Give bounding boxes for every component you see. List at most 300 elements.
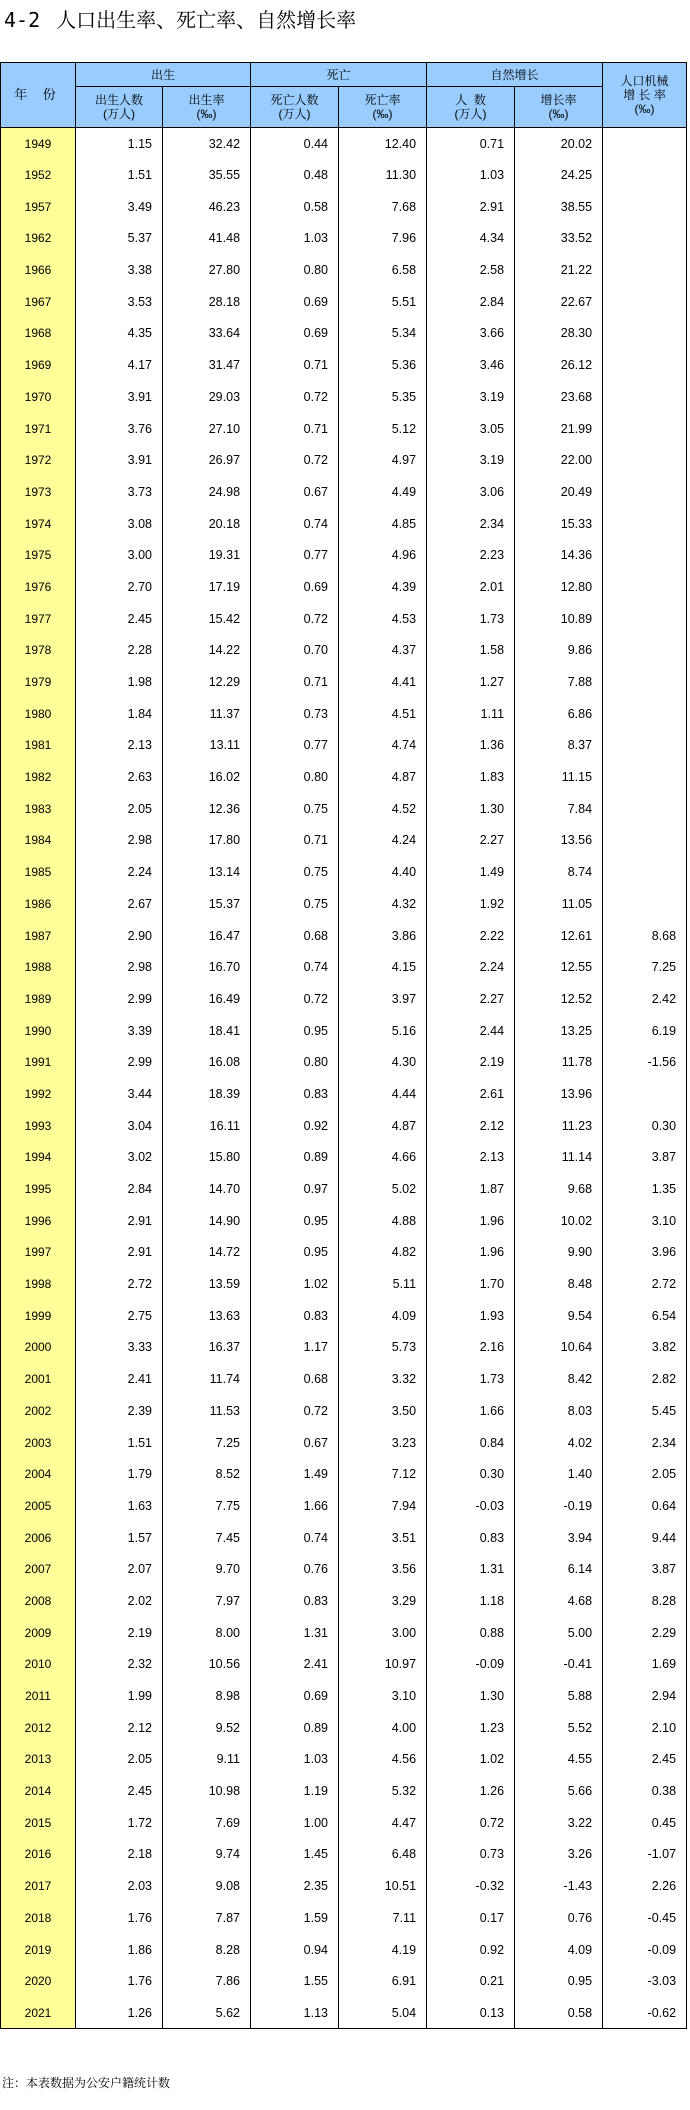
cell-natural-rate: 11.15 [515,761,603,793]
table-row [1,128,687,160]
cell-death-rate: 4.09 [339,1300,427,1332]
cell-migration-rate [603,444,687,476]
cell-births: 3.38 [76,254,163,286]
table-row [1,1427,687,1459]
population-table [0,62,687,2029]
cell-year: 2017 [1,1870,76,1902]
table-row [1,1744,687,1776]
table-row [1,318,687,350]
cell-birth-rate: 26.97 [163,444,251,476]
header-natural-rate [515,87,603,128]
cell-birth-rate: 13.14 [163,856,251,888]
cell-year: 1974 [1,508,76,540]
cell-birth-rate: 8.98 [163,1680,251,1712]
cell-births: 2.91 [76,1205,163,1237]
cell-death-rate: 7.11 [339,1902,427,1934]
cell-deaths: 0.48 [251,159,339,191]
cell-natural-rate: 4.09 [515,1934,603,1966]
cell-births: 2.12 [76,1712,163,1744]
cell-year: 2007 [1,1553,76,1585]
cell-natural-rate: 8.03 [515,1395,603,1427]
cell-natural-rate: 12.52 [515,983,603,1015]
cell-birth-rate: 10.98 [163,1775,251,1807]
cell-birth-rate: 16.08 [163,1046,251,1078]
header-natural-label: 人 数 [455,93,486,107]
cell-death-rate: 4.32 [339,888,427,920]
cell-year: 2012 [1,1712,76,1744]
cell-death-rate: 3.56 [339,1553,427,1585]
cell-natural-rate: 10.89 [515,603,603,635]
cell-migration-rate: -0.45 [603,1902,687,1934]
cell-migration-rate: 2.10 [603,1712,687,1744]
header-migration-line1: 人口机械 [620,74,669,88]
cell-natural: 0.30 [427,1458,515,1490]
cell-births: 2.91 [76,1237,163,1269]
cell-birth-rate: 8.28 [163,1934,251,1966]
cell-deaths: 0.58 [251,191,339,223]
cell-migration-rate: 6.19 [603,1015,687,1047]
cell-natural: -0.09 [427,1649,515,1681]
table-row [1,698,687,730]
cell-year: 1976 [1,571,76,603]
cell-death-rate: 5.51 [339,286,427,318]
cell-birth-rate: 7.75 [163,1490,251,1522]
cell-births: 1.76 [76,1965,163,1997]
cell-year: 2000 [1,1332,76,1364]
cell-death-rate: 12.40 [339,128,427,160]
cell-births: 2.39 [76,1395,163,1427]
table-row [1,1395,687,1427]
table-row [1,635,687,667]
cell-death-rate: 10.51 [339,1870,427,1902]
cell-natural-rate: 8.74 [515,856,603,888]
cell-deaths: 0.95 [251,1237,339,1269]
cell-migration-rate [603,1078,687,1110]
cell-birth-rate: 24.98 [163,476,251,508]
cell-births: 2.90 [76,920,163,952]
cell-natural: 0.71 [427,128,515,160]
cell-death-rate: 5.36 [339,349,427,381]
cell-birth-rate: 31.47 [163,349,251,381]
cell-natural-rate: 9.90 [515,1237,603,1269]
cell-year: 1957 [1,191,76,223]
cell-births: 2.84 [76,1173,163,1205]
header-natural-unit: (万人) [454,107,487,121]
cell-births: 3.91 [76,444,163,476]
cell-natural-rate: 20.02 [515,128,603,160]
cell-year: 1970 [1,381,76,413]
cell-death-rate: 4.56 [339,1744,427,1776]
cell-natural-rate: 11.05 [515,888,603,920]
cell-deaths: 0.95 [251,1015,339,1047]
cell-births: 1.26 [76,1997,163,2029]
cell-death-rate: 4.37 [339,635,427,667]
cell-deaths: 0.80 [251,1046,339,1078]
cell-deaths: 0.69 [251,286,339,318]
cell-births: 3.39 [76,1015,163,1047]
cell-deaths: 1.03 [251,223,339,255]
table-row [1,1934,687,1966]
cell-migration-rate: -0.62 [603,1997,687,2029]
cell-natural: 3.19 [427,444,515,476]
cell-death-rate: 5.73 [339,1332,427,1364]
cell-migration-rate: 8.28 [603,1585,687,1617]
cell-birth-rate: 5.62 [163,1997,251,2029]
header-births-label: 出生人数 [94,93,143,107]
cell-year: 1968 [1,318,76,350]
cell-natural-rate: 21.22 [515,254,603,286]
table-row [1,223,687,255]
cell-deaths: 0.72 [251,603,339,635]
cell-natural-rate: -1.43 [515,1870,603,1902]
cell-deaths: 0.68 [251,1363,339,1395]
cell-natural-rate: 8.42 [515,1363,603,1395]
cell-births: 3.02 [76,1142,163,1174]
cell-migration-rate: 3.87 [603,1142,687,1174]
cell-year: 1967 [1,286,76,318]
cell-birth-rate: 18.39 [163,1078,251,1110]
cell-natural: 0.84 [427,1427,515,1459]
cell-death-rate: 3.51 [339,1522,427,1554]
cell-natural-rate: 11.14 [515,1142,603,1174]
cell-death-rate: 5.32 [339,1775,427,1807]
cell-births: 2.02 [76,1585,163,1617]
cell-migration-rate: 2.05 [603,1458,687,1490]
cell-natural: 2.22 [427,920,515,952]
cell-deaths: 0.69 [251,571,339,603]
cell-natural-rate: 0.76 [515,1902,603,1934]
cell-natural-rate: 7.84 [515,793,603,825]
cell-year: 1980 [1,698,76,730]
cell-births: 2.28 [76,635,163,667]
page-title [4,6,356,34]
cell-year: 2015 [1,1807,76,1839]
cell-natural: -0.32 [427,1870,515,1902]
cell-deaths: 2.35 [251,1870,339,1902]
cell-deaths: 0.74 [251,508,339,540]
cell-natural: 1.30 [427,1680,515,1712]
cell-natural: 0.17 [427,1902,515,1934]
table-row [1,1617,687,1649]
header-deaths-label: 死亡人数 [270,93,319,107]
table-row [1,381,687,413]
cell-death-rate: 5.16 [339,1015,427,1047]
table-row [1,254,687,286]
table-row [1,730,687,762]
cell-deaths: 0.71 [251,666,339,698]
table-row [1,1363,687,1395]
cell-year: 2011 [1,1680,76,1712]
cell-migration-rate: 2.34 [603,1427,687,1459]
cell-year: 1988 [1,951,76,983]
cell-birth-rate: 35.55 [163,159,251,191]
cell-death-rate: 6.58 [339,254,427,286]
cell-death-rate: 7.94 [339,1490,427,1522]
cell-natural-rate: 3.94 [515,1522,603,1554]
cell-migration-rate: 3.10 [603,1205,687,1237]
cell-death-rate: 4.87 [339,761,427,793]
cell-migration-rate [603,635,687,667]
cell-natural: 2.61 [427,1078,515,1110]
cell-death-rate: 4.53 [339,603,427,635]
cell-migration-rate: 1.35 [603,1173,687,1205]
cell-birth-rate: 13.63 [163,1300,251,1332]
cell-birth-rate: 7.25 [163,1427,251,1459]
cell-births: 5.37 [76,223,163,255]
cell-natural-rate: 9.86 [515,635,603,667]
cell-natural-rate: 3.26 [515,1839,603,1871]
cell-year: 2004 [1,1458,76,1490]
cell-natural: 0.83 [427,1522,515,1554]
cell-deaths: 0.71 [251,413,339,445]
header-group-natural: 自然增长 [427,63,603,87]
cell-birth-rate: 15.80 [163,1142,251,1174]
cell-year: 1989 [1,983,76,1015]
cell-migration-rate [603,888,687,920]
cell-death-rate: 4.49 [339,476,427,508]
cell-birth-rate: 14.72 [163,1237,251,1269]
cell-births: 2.67 [76,888,163,920]
table-row [1,508,687,540]
table-row [1,603,687,635]
cell-natural-rate: 6.86 [515,698,603,730]
cell-natural-rate: -0.41 [515,1649,603,1681]
cell-births: 1.76 [76,1902,163,1934]
cell-birth-rate: 27.80 [163,254,251,286]
cell-birth-rate: 11.53 [163,1395,251,1427]
cell-death-rate: 6.91 [339,1965,427,1997]
cell-year: 1969 [1,349,76,381]
cell-births: 1.79 [76,1458,163,1490]
cell-natural: 2.01 [427,571,515,603]
cell-death-rate: 7.68 [339,191,427,223]
cell-natural: 1.31 [427,1553,515,1585]
cell-births: 3.53 [76,286,163,318]
cell-natural-rate: 5.00 [515,1617,603,1649]
cell-birth-rate: 20.18 [163,508,251,540]
cell-year: 2001 [1,1363,76,1395]
cell-natural: 1.93 [427,1300,515,1332]
cell-death-rate: 3.86 [339,920,427,952]
cell-year: 1985 [1,856,76,888]
cell-natural-rate: 28.30 [515,318,603,350]
cell-natural: 1.70 [427,1268,515,1300]
cell-natural: 1.96 [427,1205,515,1237]
cell-natural: 1.36 [427,730,515,762]
cell-death-rate: 4.52 [339,793,427,825]
cell-birth-rate: 7.86 [163,1965,251,1997]
cell-birth-rate: 12.29 [163,666,251,698]
header-natural [427,87,515,128]
cell-migration-rate [603,856,687,888]
table-row [1,983,687,1015]
cell-year: 1966 [1,254,76,286]
footnote: 注：本表数据为公安户籍统计数 [2,2076,171,2090]
cell-natural: 1.83 [427,761,515,793]
cell-birth-rate: 15.37 [163,888,251,920]
cell-natural-rate: 5.52 [515,1712,603,1744]
cell-birth-rate: 7.45 [163,1522,251,1554]
cell-births: 2.99 [76,983,163,1015]
cell-year: 2003 [1,1427,76,1459]
table-row [1,1870,687,1902]
cell-deaths: 0.76 [251,1553,339,1585]
cell-births: 3.76 [76,413,163,445]
cell-natural: 3.06 [427,476,515,508]
header-death-rate-unit: (‰) [372,107,393,121]
cell-birth-rate: 14.22 [163,635,251,667]
cell-death-rate: 5.04 [339,1997,427,2029]
cell-deaths: 0.83 [251,1078,339,1110]
cell-births: 2.32 [76,1649,163,1681]
cell-birth-rate: 16.47 [163,920,251,952]
table-row [1,1997,687,2029]
cell-deaths: 0.89 [251,1142,339,1174]
cell-migration-rate [603,603,687,635]
cell-year: 1993 [1,1110,76,1142]
cell-natural-rate: 9.68 [515,1173,603,1205]
cell-year: 2009 [1,1617,76,1649]
cell-migration-rate [603,286,687,318]
cell-migration-rate: 0.45 [603,1807,687,1839]
cell-birth-rate: 27.10 [163,413,251,445]
table-row [1,1902,687,1934]
table-title: 人口出生率、死亡率、自然增长率 [56,8,357,32]
cell-migration-rate: -1.56 [603,1046,687,1078]
cell-deaths: 1.19 [251,1775,339,1807]
cell-deaths: 1.13 [251,1997,339,2029]
cell-death-rate: 4.39 [339,571,427,603]
cell-birth-rate: 7.69 [163,1807,251,1839]
cell-death-rate: 4.40 [339,856,427,888]
cell-deaths: 0.71 [251,825,339,857]
cell-natural: 3.66 [427,318,515,350]
cell-birth-rate: 32.42 [163,128,251,160]
cell-year: 1995 [1,1173,76,1205]
cell-death-rate: 3.32 [339,1363,427,1395]
cell-migration-rate: 0.38 [603,1775,687,1807]
cell-migration-rate: 2.72 [603,1268,687,1300]
cell-births: 1.63 [76,1490,163,1522]
table-row [1,1046,687,1078]
table-row [1,1490,687,1522]
cell-migration-rate: 1.69 [603,1649,687,1681]
cell-birth-rate: 9.74 [163,1839,251,1871]
cell-births: 1.98 [76,666,163,698]
cell-year: 2010 [1,1649,76,1681]
cell-migration-rate [603,476,687,508]
cell-birth-rate: 19.31 [163,539,251,571]
cell-migration-rate: -0.09 [603,1934,687,1966]
cell-births: 3.44 [76,1078,163,1110]
table-number: 4-2 [4,8,41,32]
cell-year: 1983 [1,793,76,825]
cell-natural: 1.18 [427,1585,515,1617]
cell-birth-rate: 18.41 [163,1015,251,1047]
cell-deaths: 1.55 [251,1965,339,1997]
cell-natural-rate: 33.52 [515,223,603,255]
cell-death-rate: 10.97 [339,1649,427,1681]
cell-birth-rate: 12.36 [163,793,251,825]
cell-natural: -0.03 [427,1490,515,1522]
cell-natural-rate: 0.58 [515,1997,603,2029]
cell-natural: 1.58 [427,635,515,667]
cell-births: 2.45 [76,603,163,635]
table-row [1,1237,687,1269]
cell-death-rate: 6.48 [339,1839,427,1871]
cell-year: 1977 [1,603,76,635]
table-row [1,1649,687,1681]
cell-migration-rate [603,223,687,255]
cell-death-rate: 4.51 [339,698,427,730]
table-row [1,1205,687,1237]
cell-year: 1949 [1,128,76,160]
cell-year: 1997 [1,1237,76,1269]
cell-deaths: 1.49 [251,1458,339,1490]
table-row [1,1522,687,1554]
cell-natural: 2.91 [427,191,515,223]
cell-year: 2006 [1,1522,76,1554]
cell-natural-rate: 8.37 [515,730,603,762]
header-group-death: 死亡 [251,63,427,87]
cell-birth-rate: 7.97 [163,1585,251,1617]
cell-natural: 1.03 [427,159,515,191]
cell-birth-rate: 10.56 [163,1649,251,1681]
cell-natural-rate: 13.56 [515,825,603,857]
table-row [1,1142,687,1174]
cell-deaths: 1.45 [251,1839,339,1871]
cell-birth-rate: 46.23 [163,191,251,223]
cell-death-rate: 3.97 [339,983,427,1015]
cell-births: 2.63 [76,761,163,793]
cell-migration-rate [603,318,687,350]
cell-migration-rate: 2.42 [603,983,687,1015]
cell-deaths: 0.83 [251,1585,339,1617]
cell-birth-rate: 16.70 [163,951,251,983]
cell-natural: 2.24 [427,951,515,983]
cell-natural-rate: 8.48 [515,1268,603,1300]
cell-births: 2.45 [76,1775,163,1807]
cell-deaths: 0.70 [251,635,339,667]
table-row [1,761,687,793]
table-row [1,1332,687,1364]
table-row [1,1775,687,1807]
cell-natural: 1.96 [427,1237,515,1269]
cell-natural-rate: 1.40 [515,1458,603,1490]
cell-births: 3.33 [76,1332,163,1364]
cell-births: 3.73 [76,476,163,508]
cell-birth-rate: 16.02 [163,761,251,793]
cell-deaths: 0.74 [251,1522,339,1554]
cell-natural: 1.92 [427,888,515,920]
cell-death-rate: 5.34 [339,318,427,350]
cell-birth-rate: 17.19 [163,571,251,603]
cell-birth-rate: 33.64 [163,318,251,350]
cell-births: 2.03 [76,1870,163,1902]
header-deaths [251,87,339,128]
cell-migration-rate: 2.29 [603,1617,687,1649]
cell-natural: 2.23 [427,539,515,571]
cell-natural-rate: 3.22 [515,1807,603,1839]
table-row [1,1965,687,1997]
table-row [1,1300,687,1332]
cell-natural-rate: 22.00 [515,444,603,476]
cell-natural: 2.27 [427,825,515,857]
cell-birth-rate: 29.03 [163,381,251,413]
header-birth-rate-label: 出生率 [188,93,225,107]
table-row [1,825,687,857]
cell-migration-rate: 3.96 [603,1237,687,1269]
